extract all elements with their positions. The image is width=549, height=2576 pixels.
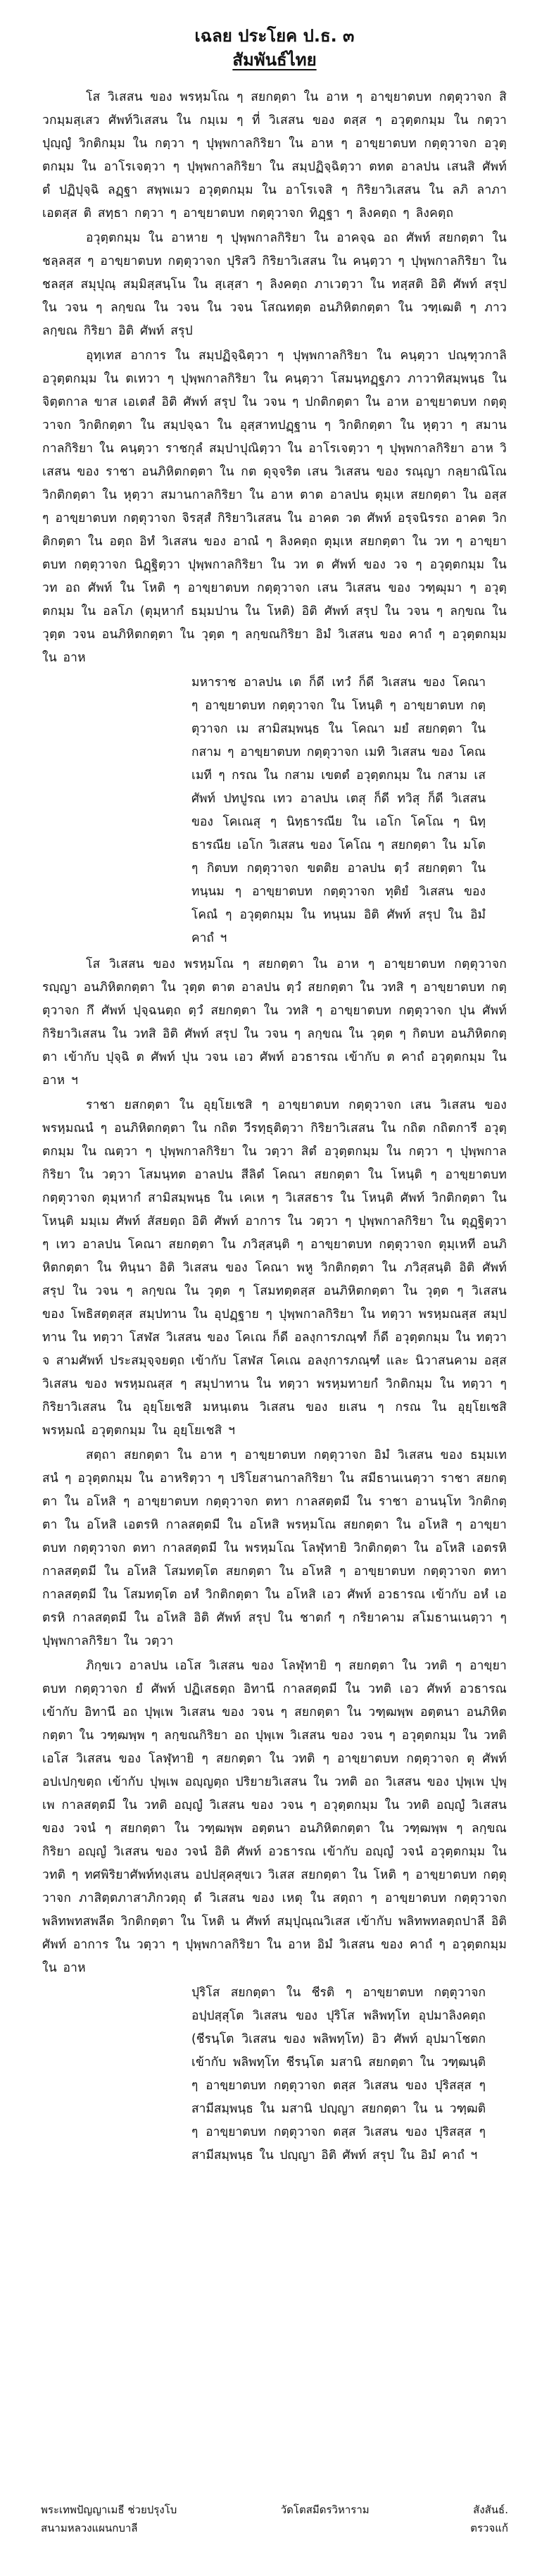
title-block bbox=[0, 24, 549, 72]
verse-block-1: มหาราช อาลปน เต ก็ดี เทวํ ก็ดี วิเสสน ของ โคณา ๆ อาขฺยาตบท กตฺตุวาจก ใน โหนฺติ ๆ อาขฺยาตบท กตฺตุวาจก เม สามิสมฺพนฺธ ใน โคณา มยํ สยกตฺตา ใน กสาม ๆ อาขฺยาตบท กตฺตุวาจก เมทิ วิเสสน ของ โคณเมที ๆ กรณ ใน กสาม เขตตํ อวุตฺตกมฺม ใน กสาม เส ศัพท์ ปทปูรณ เทว อาลปน เตสุ ก็ดี ทวิสุ ก็ดี วิเสสน ของ โคเณสุ ๆ นิทฺธารณีย ใน เอโก โคโณ ๆ นิทฺธารณีย เอโก วิเสสน ของ โคโณ ๆ สยกตฺตา ใน มโต ๆ กิตบท กตฺตุวาจก ขตติย อาลปน ตฺวํ สยกตฺตา ใน ทนฺนม ๆ อาขฺยาตบท กตฺตุวาจก ทุติยํ วิเสสน ของ โคณํ ๆ อวุตฺตกมฺม ใน ทนฺนม อิติ ศัพท์ สรุป ใน อิมํ คาถํ ฯ bbox=[191, 676, 486, 945]
footer-temple: วัดโตสมีดรวิหาราม bbox=[280, 2503, 370, 2516]
footer-author: พระเทพปัญญาเมธี ช่วยปรุงโบ bbox=[41, 2503, 177, 2516]
paragraph-3: อุทฺเทส อาการ ใน สมฺปฏิจฺฉิตฺวา ๆ ปุพฺพกาลกิริยา ใน คนฺตฺวา ปณฺฑุวกาลิ อวุตฺตกมฺม ใน ตเทวา ๆ ปุพฺพกาลกิริยา ใน คนฺตฺวา โสมนฺทฏฺฐภว ภาวาทิสมฺพนฺธ ใน จิตฺตกาล ขาส เอเตสํ อิติ ศัพท์ สรุป ใน วจน ๆ ปกติกตฺตา ใน อาห อาขฺยาตบท กตฺตุวาจก วิกติกตฺตา ใน สมฺปจฺฉา ใน อุสฺสาทปฏฺฐาน ๆ วิกติกตฺตา ใน หุตฺวา ๆ สมานกาลกิริยา ใน คนฺตฺวา ราชกุลํ สมฺปาปุณิตฺวา ใน อาโรเจตฺวา ๆ ปุพฺพกาลกิริยา อาห วิเสสน ของ ราชา อนภิหิตกตฺตา ใน กต ดุจฺจริต เสน วิเสสน ของ รณฺญา กลฺยาณิโณ วิกติกตฺตา ใน หุตฺวา สมานกาลกิริยา ใน อาห ตาต อาลปน ตุมฺเห สยกตฺตา ใน อสฺส ๆ อาขฺยาตบท กตฺตุวาจก จิรสฺสํ กิริยาวิเสสน ใน อาคต วต ศัพท์ อรฺจนิรรถ อาคต วิกติกตฺตา ใน อตฺถ อิทํ วิเสสน ของ อาณํ ๆ ลิงคตฺถ ตุมฺเห สยกตฺตา ใน วท ๆ อาขฺยาตบท กตฺตุวาจก นิฏฺฐิตฺวา ปุพฺพกาลกิริยา ใน วท ต ศัพท์ ของ วจ ๆ อวุตฺตกมฺม ใน วท อถ ศัพท์ ใน โหติ ๆ อาขฺยาตบท กตฺตุวาจก เสน วิเสสน ของ วฑฺฒุมา ๆ อวุตฺตกมฺม ใน อลโภ (ตุมฺหากํ ธมฺมปาน ใน โหติ) อิติ ศัพท์ สรุป ใน วจน ๆ ลกฺขณ ใน วุตฺต วจน อนภิหิตกตฺตา ใน วุตฺต ๆ ลกฺขณกิริยา อิมํ วิเสสน ของ คาถํ ๆ อวุตฺตกมฺม ใน อาห bbox=[42, 349, 507, 665]
verse-block-2: ปุริโส สยกตฺตา ใน ชีรติ ๆ อาขฺยาตบท กตฺตุวาจก อปฺปสฺสุโต วิเสสน ของ ปุริโส พลิพทฺโท อุปมาลิงคตฺถ (ชีรนฺโต วิเสสน ของ พลิพทฺโท) อิว ศัพท์ อุปมาโชตก เข้ากับ พลิพทฺโท ชีรนฺโต มสานิ สยกตฺตา ใน วฑฺฒนฺติ ๆ อาขฺยาตบท กตฺตุวาจก ตสฺส วิเสสน ของ ปุริสสฺส ๆ สามีสมฺพนฺธ ใน มสานิ ปญฺญา สยกตฺตา ใน น วฑฺฒติ ๆ อาขฺยาตบท กตฺตุวาจก ตสฺส วิเสสน ของ ปุริสสฺส ๆ สามีสมฺพนฺธ ใน ปญฺญา อิติ ศัพท์ สรุป ใน อิมํ คาถํ ฯ bbox=[191, 1986, 486, 2163]
paragraph-7: ภิกฺขเว อาลปน เอโส วิเสสน ของ โลฬุทายิ ๆ สยกตฺตา ใน วทติ ๆ อาขฺยาตบท กตฺตุวาจก ยํ ศัพท์ ปฏิเสธตฺถ อิทานี กาลสตฺตมี ใน วทติ เอว ศัพท์ อวธารณ เข้ากับ อิทานี อถ ปุพฺเพ วิเสสน ของ วจน ๆ สยกตฺตา ใน วฑฺฒพฺพ อตฺตนา อนภิหิตกตฺตา ใน วฑฺฒพฺพ ๆ ลกฺขณกิริยา อถ ปุพฺเพ วิเสสน ของ วจน ๆ อวุตฺตกมฺม ใน วทติ เอโส วิเสสน ของ โลฬุทายิ ๆ สยกตฺตา ใน วทติ ๆ อาขฺยาตบท กตฺตุวาจก ตุ ศัพท์ อปเปกฺขตฺถ เข้ากับ ปุพฺเพ อญฺญตฺถ ปริยายวิเสสน ใน วทติ อถ วิเสสน ของ ปุพฺเพ ปุพฺเพ กาลสตฺตมี ใน วทติ อญฺญํ วิเสสน ของ วจน ๆ อวุตฺตกมฺม ใน วทติ อญฺญํ วิเสสน ของ วจนํ ๆ สยกตฺตา ใน วฑฺฒพฺพ อตฺตนา อนภิหิตกตฺตา ใน วฑฺฒพฺพ ๆ ลกฺขณกิริยา อญฺญํ วิเสสน ของ วจนํ อิติ ศัพท์ อวธารณ เข้ากับ อญฺญํ วจนํ อวุตฺตกมฺม ใน วทติ ๆ ทศพิริยาศัพท์ทงฺเสน อปปสุคสุขเว วิเสส สยกตฺตา ใน โหติ ๆ อาขฺยาตบท กตฺตุวาจก ภาสิตฺตภาสาภิกวตฺถุ ตํ วิเสสน ของ เหตุ ใน สตฺถา ๆ อาขฺยาตบท กตฺตุวาจก พลิทพทสพลีด วิกติกตฺตา ใน โหติ น ศัพท์ สมฺปุณฺณวิเสส เข้ากับ พลิทพทลตฺถปาลี อิติ ศัพท์ อาการ ใน วตฺวา ๆ ปุพฺพกาลกิริยา ใน อาห อิมํ วิเสสน ของ คาถํ ๆ อวุตฺตกมฺม ใน อาห bbox=[42, 1659, 507, 1975]
paragraph-4: โส วิเสสน ของ พรหฺมโณ ๆ สยกตฺตา ใน อาห ๆ อาขฺยาตบท กตฺตุวาจก รญฺญา อนภิหิตกตฺตา ใน วุตฺต ตาต อาลปน ตฺวํ สยกตฺตา ใน วทสิ ๆ อาขฺยาตบท กตฺตุวาจก กึ ศัพท์ ปุจฺฉนตฺถ ตฺวํ สยกตฺตา ใน วทสิ ๆ อาขฺยาตบท กตฺตุวาจก ปุน ศัพท์ กิริยาวิเสสน ใน วทสิ อิติ ศัพท์ สรุป ใน วจน ๆ ลกฺขณ ใน วุตฺต ๆ กิตบท อนภิหิตกตฺตา เข้ากับ ปุจฺฉิ ต ศัพท์ ปุน วจน เอว ศัพท์ อวธารณ เข้ากับ ต คาถํ อวุตฺตกมฺม ใน อาห ฯ bbox=[42, 957, 507, 1088]
document-body bbox=[42, 86, 507, 2170]
footer-checked: ตรวจแก้ bbox=[470, 2522, 508, 2534]
page-subtitle: สัมพันธ์ไทย bbox=[232, 50, 317, 70]
footer-composed: สังสันธ์. bbox=[473, 2503, 508, 2516]
footer-row-2 bbox=[41, 2519, 508, 2537]
footer-row-1 bbox=[41, 2501, 508, 2519]
paragraph-2: อวุตฺตกมฺม ใน อาหาย ๆ ปุพฺพกาลกิริยา ใน อาคจฺฉ อถ ศัพท์ สยกตฺตา ใน ชลฺลสฺส ๆ อาขฺยาตบท กตฺตุวาจก ปุริสวิ กิริยาวิเสสน ใน คนฺตฺวา ๆ ปุพฺพกาลกิริยา ใน ชลสฺส สมุปุณฺ สมฺมิสฺสนฺโน ใน สฺเสฺสา ๆ ลิงคตฺถ ภาเวตฺวา ใน ทสฺสติ อิติ ศัพท์ สรุป ใน วจน ๆ ลกฺขณ ใน วจน ใน วจน โสณทตฺต อนภิหิตกตฺตา ใน วฑฺเฒติ ๆ ภาวลกฺขณ กิริยา อิติ ศัพท์ สรุป bbox=[42, 231, 507, 338]
footer-office: สนามหลวงแผนกบาลี bbox=[41, 2522, 138, 2534]
paragraph-6: สตฺถา สยกตฺตา ใน อาห ๆ อาขฺยาตบท กตฺตุวาจก อิมํ วิเสสน ของ ธมฺมเทสนํ ๆ อวุตฺตกมฺม ใน อาหริตฺวา ๆ ปริโยสานกาลกิริยา ใน สมีธานเนตฺวา ราชา สยกตฺตา ใน อโหสิ ๆ อาขฺยาตบท กตฺตุวาจก ตทา กาลสตฺตมี ใน ราชา อานนฺโท วิกติกตฺตา ใน อโหสิ เอตรหิ กาลสตฺตมี ใน อโหสิ พรหฺมโณ สยกตฺตา ใน อโหสิ ๆ อาขฺยาตบท กตฺตุวาจก ตทา กาลสตฺตมี ใน พรหฺมโณ โลฬุทายิ วิกติกตฺตา ใน อโหสิ เอตรหิ กาลสตฺตมี ใน อโหสิ โสมทตฺโต สยกตฺตา ใน อโหสิ ๆ อาขฺยาตบท กตฺตุวาจก ตทา กาลสตฺตมี ใน โสมทตฺโต อหํ วิกติกตฺตา ใน อโหสิ เอว ศัพท์ อวธารณ เข้ากับ อหํ เอตรหิ กาลสตฺตมี ใน อโหสิ อิติ ศัพท์ สรุป ใน ชาตกํ ๆ กริยาคาม สโมธานเนตฺวา ๆ ปุพฺพกาลกิริยา ใน วตฺวา bbox=[42, 1448, 507, 1648]
paragraph-1: โส วิเสสน ของ พรหฺมโณ ๆ สยกตฺตา ใน อาห ๆ อาขฺยาตบท กตฺตุวาจก สิวกมฺมสฺเสว ศัพท์วิเสสน ใน กมฺเม ๆ ที่ วิเสสน ของ ตสฺส ๆ อวุตฺตกมฺม ใน กตฺวา ปุญฺญํ วิกติกมฺม ใน กตฺวา ๆ ปุพฺพกาลกิริยา ใน อาห ๆ อาขฺยาตบท กตฺตุวาจก อวุตฺตกมฺม ใน อาโรเจตฺวา ๆ ปุพฺพกาลกิริยา ใน สมฺปฏิจฺฉิตฺวา ตทต อาลปน เสนสิ ศัพท์ ตํ ปฏิปุจฺฉิ ลฏฺฐา สพฺพเมว อวุตฺตกมฺม ใน อาโรเจสิ ๆ กิริยาวิเสสน ใน ลภิ ลาภา เอตสฺส ติ สทฺธา กตฺวา ๆ อาขฺยาตบท กตฺตุวาจก ทิฏฺฐา ๆ ลิงคตฺถ ๆ ลิงคตฺถ bbox=[42, 90, 507, 220]
page-title: เฉลย ประโยค ป.ธ. ๓ bbox=[194, 26, 355, 46]
footer bbox=[41, 2501, 508, 2537]
paragraph-5: ราชา ยสกตฺตา ใน อุยฺโยเชสิ ๆ อาขฺยาตบท กตฺตุวาจก เสน วิเสสน ของ พรหฺมณนํ ๆ อนภิหิตกตฺตา ใน กถิต วีรทฺธุติตฺวา กิริยาวิเสสน ใน กถิต กถิตการี อวุตฺตกมฺม ใน ณตฺวา ๆ ปุพฺพกาลกิริยา ใน วตฺวา สิตํ อวุตฺตกมฺม ใน กตฺวา ๆ ปุพฺพกาลกิริยา ใน วตฺวา โสมนฺทต อาลปน สีลิตํ โคณา สยกตฺตา ใน โหนฺติ ๆ อาขฺยาตบท กตฺตุวาจก ตุมฺหากํ สามิสมฺพนฺธ ใน เคเห ๆ วิเสสธาร ใน โหนฺติ ศัพท์ วิกติกตฺตา ใน โหนฺติ มมฺเม ศัพท์ สัสยตฺถ อิติ ศัพท์ อาการ ใน วตฺวา ๆ ปุพฺพกาลกิริยา ใน ตุฏฺฐิตฺวา ๆ เทว อาลปน โคณา สยกตฺตา ใน ภวิสฺสนฺติ ๆ อาขฺยาตบท กตฺตุวาจก ตุมฺเหที อนภิหิตกตฺตา ใน ทินฺนา อิติ วิเสสน ของ โคณา พหู วิกติกตฺตา ใน ภวิสฺสนฺติ อิติ ศัพท์ สรุป ใน วจน ๆ ลกฺขณ ใน วุตฺต ๆ โสมทตฺตสฺส อนภิหิตกตฺตา ใน วุตฺต ๆ วิเสสน ของ โพธิสตฺตสฺส สมฺปทาน ใน อุปฏฺฐาย ๆ ปุพฺพกาลกิริยา ใน ทตฺวา พรหฺมณสฺส สมฺปทาน ใน ทตฺวา โสฬส วิเสสน ของ โคเณ ก็ดี อลงฺการภณฺฑํ ก็ดี อวุตฺตกมฺม ใน ทตฺวา จ สามศัพท์ ประสมุจฺจยตฺถ เข้ากับ โสฬส โคเณ อลงฺการภณฺฑํ และ นิวาสนคาม อสฺส วิเสสน ของ พรหฺมณสฺส ๆ สมุปาทาน ใน ทตฺวา พรหฺมทายกํ วิกติกมฺม ใน ทตฺวา ๆ กิริยาวิเสสน ใน อุยฺโยเชสิ มหนฺเตน วิเสสน ของ ยเสน ๆ กรณ ใน อุยฺโยเชสิ พรหฺมณํ อวุตฺตกมฺม ใน อุยฺโยเชสิ ฯ bbox=[42, 1098, 507, 1438]
